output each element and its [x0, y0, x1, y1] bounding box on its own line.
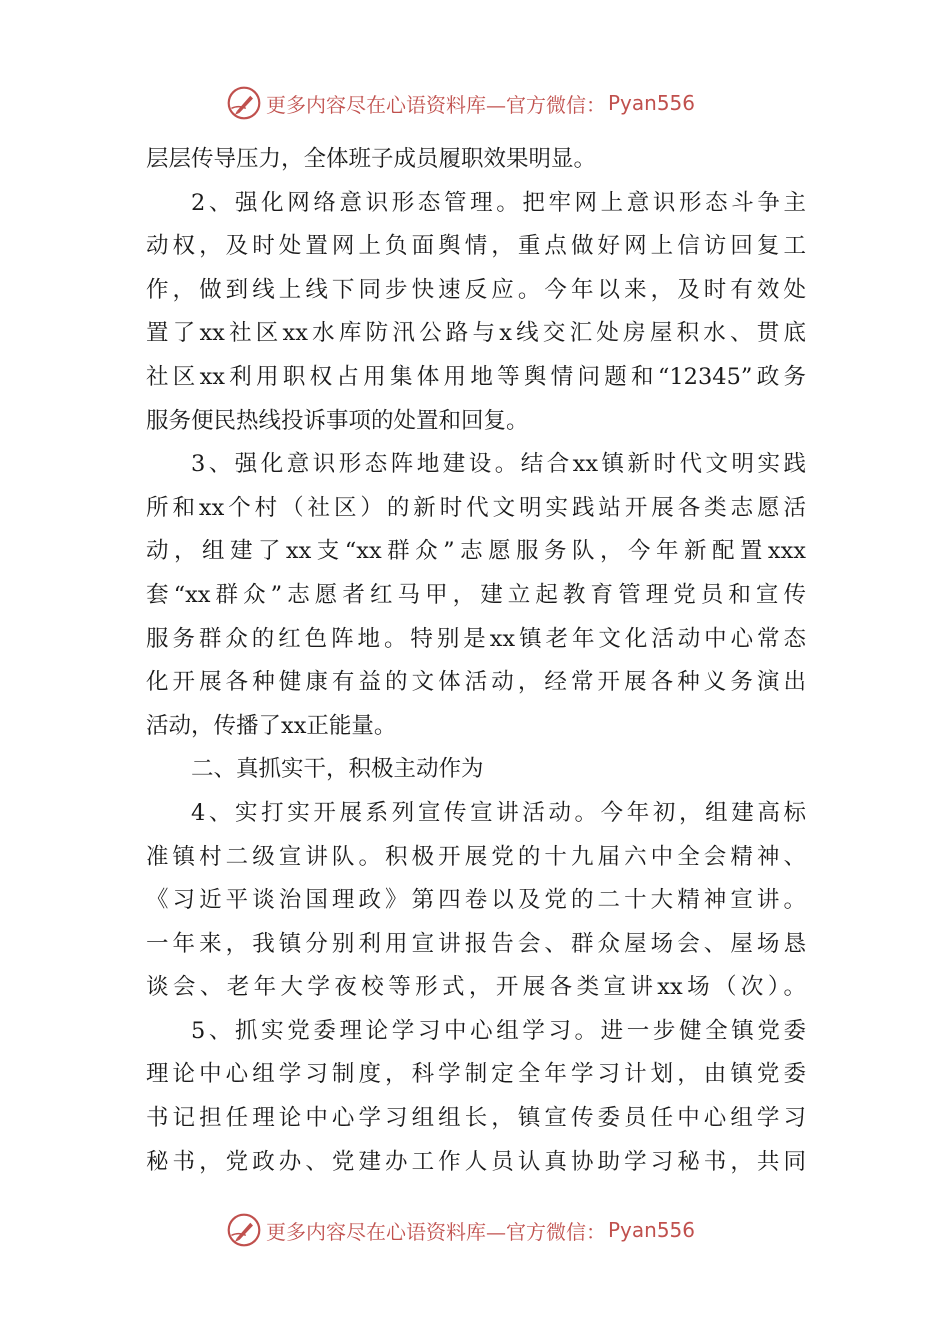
watermark-text: 更多内容尽在心语资料库—官方微信： [266, 92, 606, 117]
text-line: 动，组建了xx支“xx群众”志愿服务队，今年新配置xxx [146, 538, 806, 565]
text-line: 5、抓实党委理论学习中心组学习。进一步健全镇党委 [191, 1017, 806, 1044]
text-line: 动权，及时处置网上负面舆情，重点做好网上信访回复工 [146, 233, 806, 260]
text-line: 谈会、老年大学夜校等形式，开展各类宣讲xx场（次）。 [146, 974, 806, 1001]
text-line: 准镇村二级宣讲队。积极开展党的十九届六中全会精神、 [146, 843, 806, 870]
watermark-account: Pyan556 [608, 91, 696, 115]
pen-nib-icon [226, 1212, 262, 1248]
text-line: 层层传导压力，全体班子成员履职效果明显。 [146, 146, 597, 172]
text-line: 置了xx社区xx水库防汛公路与x线交汇处房屋积水、贯底 [146, 320, 806, 347]
text-line: 书记担任理论中心学习组组长，镇宣传委员任中心组学习 [146, 1105, 806, 1132]
text-line: 理论中心组学习制度，科学制定全年学习计划，由镇党委 [146, 1061, 806, 1088]
watermark-account: Pyan556 [608, 1218, 696, 1242]
text-line: 秘书，党政办、党建办工作人员认真协助学习秘书，共同 [146, 1148, 806, 1175]
text-line: 化开展各种健康有益的文体活动，经常开展各种义务演出 [146, 669, 806, 696]
text-line: 服务群众的红色阵地。特别是xx镇老年文化活动中心常态 [146, 625, 806, 652]
text-line: 3、强化意识形态阵地建设。结合xx镇新时代文明实践 [191, 451, 806, 478]
watermark-text: 更多内容尽在心语资料库—官方微信： [266, 1219, 606, 1244]
text-line: 二、真抓实干，积极主动作为 [191, 756, 484, 783]
footer-watermark [226, 1210, 695, 1250]
text-line: 作，做到线上线下同步快速反应。今年以来，及时有效处 [146, 276, 806, 303]
text-line: 社区xx利用职权占用集体用地等舆情问题和“12345”政务 [146, 363, 806, 390]
text-line: 活动，传播了xx正能量。 [146, 712, 397, 739]
document-body [146, 138, 806, 1184]
header-watermark [226, 83, 695, 123]
text-line: 一年来，我镇分别利用宣讲报告会、群众屋场会、屋场恳 [146, 930, 806, 957]
text-line: 2、强化网络意识形态管理。把牢网上意识形态斗争主 [191, 189, 806, 216]
pen-nib-icon [226, 85, 262, 121]
text-line: 《习近平谈治国理政》第四卷以及党的二十大精神宣讲。 [146, 887, 806, 914]
text-line: 套“xx群众”志愿者红马甲，建立起教育管理党员和宣传 [146, 581, 806, 608]
text-line: 4、实打实开展系列宣传宣讲活动。今年初，组建高标 [191, 799, 806, 826]
text-line: 所和xx个村（社区）的新时代文明实践站开展各类志愿活 [146, 494, 806, 521]
text-line: 服务便民热线投诉事项的处置和回复。 [146, 407, 529, 434]
